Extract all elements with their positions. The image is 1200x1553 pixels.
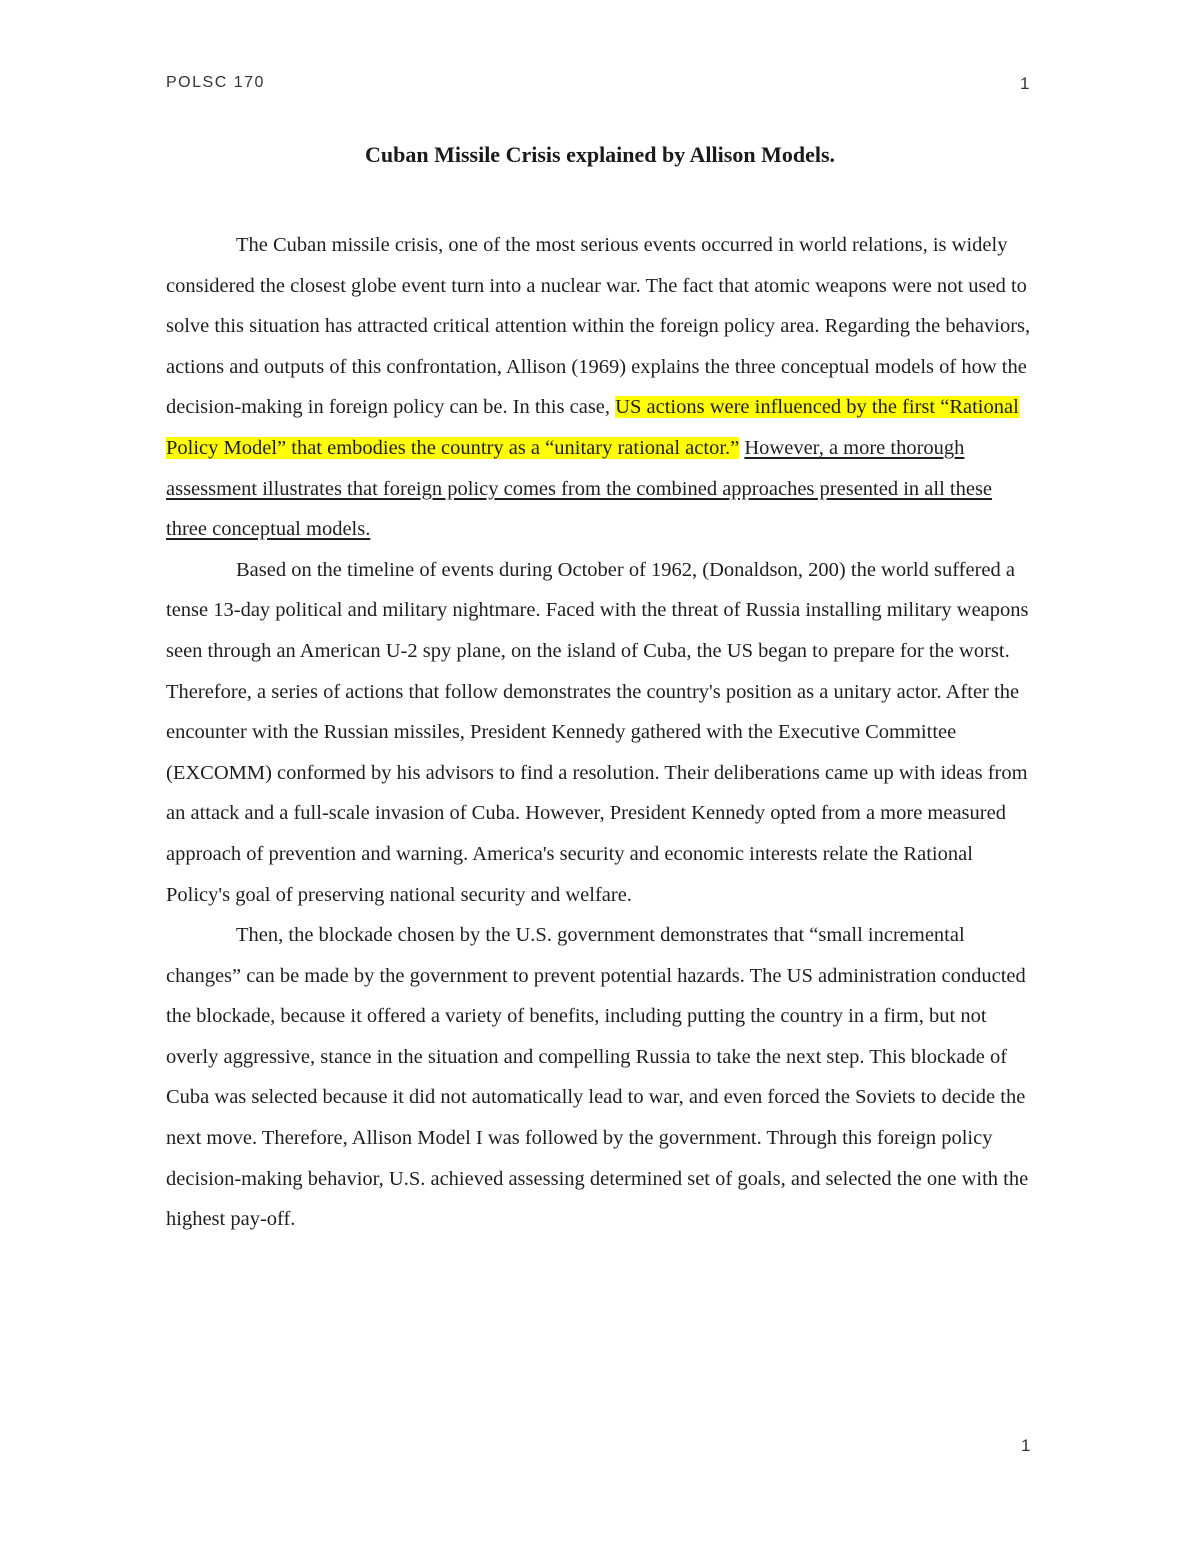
document-title: Cuban Missile Crisis explained by Allison Models. <box>364 142 836 167</box>
highlighted-text: US actions were influenced by the first “Rational Policy Model” that embodies the country as a “unitary rational actor.” <box>166 396 1019 459</box>
underlined-text: However, a more thorough assessment illustrates that foreign policy comes from the combined approaches presented in all these three conceptual models. <box>166 436 993 541</box>
document-body <box>166 225 1034 1240</box>
running-header-course: POLSC 170 <box>166 74 265 91</box>
footer-page-number: 1 <box>1021 1436 1031 1455</box>
paragraph-2: Based on the timeline of events during October of 1962, (Donaldson, 200) the world suffered a tense 13-day political and military nightmare. Faced with the threat of Russia installing military weapons seen through an American U-2 spy plane, on the island of Cuba, the US began to prepare for the worst. Therefore, a series of actions that follow demonstrates the country's position as a unitary actor. After the encounter with the Russian missiles, President Kennedy gathered with the Executive Committee (EXCOMM) conformed by his advisors to find a resolution. Their deliberations came up with ideas from an attack and a full-scale invasion of Cuba. However, President Kennedy opted from a more measured approach of prevention and warning. America's security and economic interests relate the Rational Policy's goal of preserving national security and welfare. <box>166 558 1029 906</box>
running-header-page-number: 1 <box>1020 74 1030 93</box>
paragraph-1 <box>166 225 1034 550</box>
paragraph-1-text: The Cuban missile crisis, one of the most serious events occurred in world relations, is widely considered the closest globe event turn into a nuclear war. The fact that atomic weapons were not used to solve this situation has attracted critical attention within the foreign policy area. Regarding the behaviors, actions and outputs of this confrontation, Allison (1969) explains the three conceptual models of how the decision-making in foreign policy can be. In this case, <box>166 234 1031 419</box>
paragraph-3: Then, the blockade chosen by the U.S. government demonstrates that “small incremental changes” can be made by the government to prevent potential hazards. The US administration conducted the blockade, because it offered a variety of benefits, including putting the country in a firm, but not overly aggressive, stance in the situation and compelling Russia to take the next step. This blockade of Cuba was selected because it did not automatically lead to war, and even forced the Soviets to decide the next move. Therefore, Allison Model I was followed by the government. Through this foreign policy decision-making behavior, U.S. achieved assessing determined set of goals, and selected the one with the highest pay-off. <box>166 924 1029 1231</box>
